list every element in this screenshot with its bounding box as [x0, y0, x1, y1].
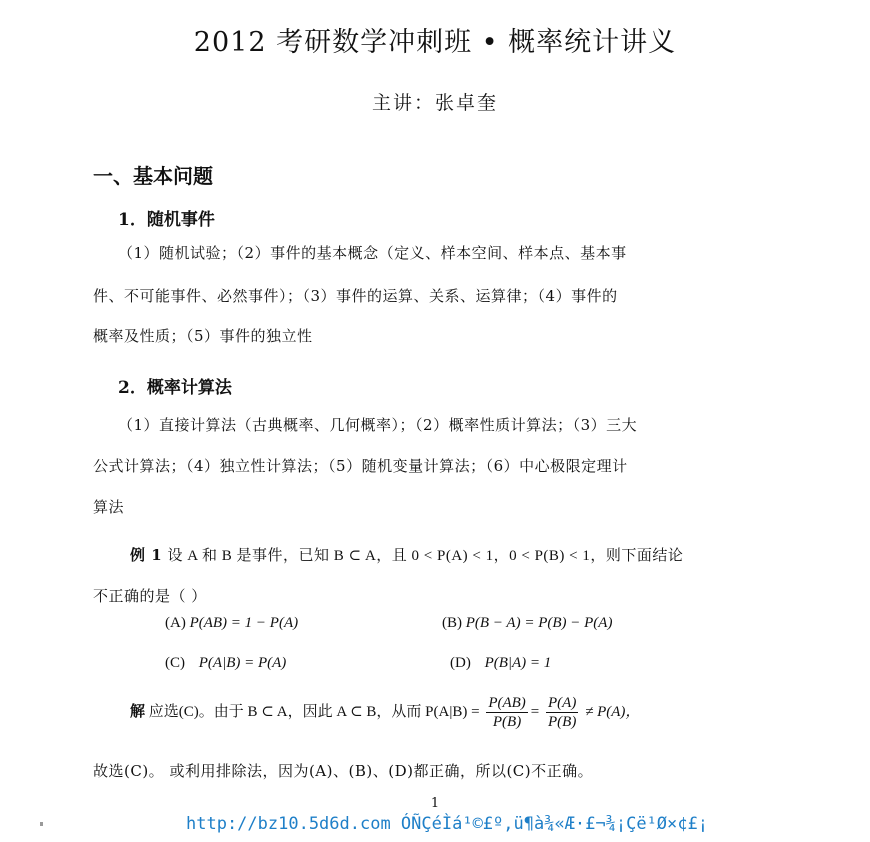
- solution-tail: ≠ P(A)，: [585, 704, 641, 720]
- fraction-1: [486, 694, 527, 731]
- solution-label: 解: [130, 704, 146, 720]
- subsection-random-events: 1．随机事件: [118, 210, 215, 230]
- solution-text: 应选(C)。由于 B ⊂ A，因此 A ⊂ B，从而 P(A|B) =: [148, 704, 480, 720]
- paragraph-methods-line-1: （1）直接计算法（古典概率、几何概率）；（2）概率性质计算法；（3）三大: [118, 416, 638, 434]
- footer-watermark-link[interactable]: http://bz10.5d6d.com ÓÑÇéÌá¹©£º,ü¶à¾«Æ·£¬¾¡Çë¹Ø×¢£¡: [186, 814, 708, 834]
- option-b-formula: P(B − A) = P(B) − P(A): [465, 615, 613, 631]
- paragraph-random-events-line-3: 概率及性质；（5）事件的独立性: [93, 327, 313, 345]
- fraction-2-denominator: P(B): [548, 714, 577, 731]
- solution-line-2: 故选(C)。 或利用排除法，因为(A)、(B)、(D)都正确，所以(C)不正确。: [93, 762, 594, 780]
- example-stem-text: 设 A 和 B 是事件，已知 B ⊂ A，且 0 < P(A) < 1，0 < P(B) < 1，则下面结论: [167, 548, 684, 564]
- subsection-probability-methods: 2．概率计算法: [118, 378, 232, 398]
- fraction-1-denominator: P(B): [492, 714, 522, 731]
- option-d-formula: P(B|A) = 1: [484, 655, 552, 671]
- paragraph-methods-line-2: 公式计算法；（4）独立性计算法；（5）随机变量计算法；（6）中心极限定理计: [93, 457, 628, 475]
- scan-mark: [40, 822, 43, 826]
- page-number: 1: [430, 796, 440, 811]
- fraction-2: [546, 694, 578, 731]
- fraction-2-numerator: P(A): [548, 695, 577, 712]
- option-b-label: (B): [442, 615, 462, 631]
- option-d-label: (D): [450, 655, 471, 671]
- example-stem-line-2: 不正确的是（ ）: [93, 587, 207, 605]
- section-heading-basic-problems: 一、基本问题: [93, 164, 213, 188]
- solution-line-1: 解 应选(C)。由于 B ⊂ A，因此 A ⊂ B，从而 P(A|B) = $\frac{P(AB)}{P(B)}$ = $\frac{P(A)}{P(B)}$ ≠ P(A)，: [130, 695, 641, 731]
- option-c: [165, 655, 286, 672]
- option-a-formula: P(AB) = 1 − P(A): [189, 615, 299, 631]
- option-a: [165, 615, 298, 632]
- option-a-label: (A): [165, 615, 186, 631]
- fraction-1-numerator: P(AB): [488, 695, 526, 712]
- author-line: 主讲：张卓奎: [371, 92, 498, 114]
- option-d: [450, 655, 551, 672]
- example-label: 例 1: [130, 546, 163, 564]
- option-b: [442, 615, 612, 632]
- example-stem: [130, 544, 683, 565]
- option-c-formula: P(A|B) = P(A): [198, 655, 287, 671]
- paragraph-random-events-line-1: （1）随机试验；（2）事件的基本概念（定义、样本空间、样本点、基本事: [118, 244, 627, 262]
- paragraph-methods-line-3: 算法: [93, 498, 125, 516]
- document-title: 2012 考研数学冲刺班 • 概率统计讲义: [193, 27, 677, 58]
- option-c-label: (C): [165, 655, 185, 671]
- paragraph-random-events-line-2: 件、不可能事件、必然事件）；（3）事件的运算、关系、运算律；（4）事件的: [93, 287, 618, 305]
